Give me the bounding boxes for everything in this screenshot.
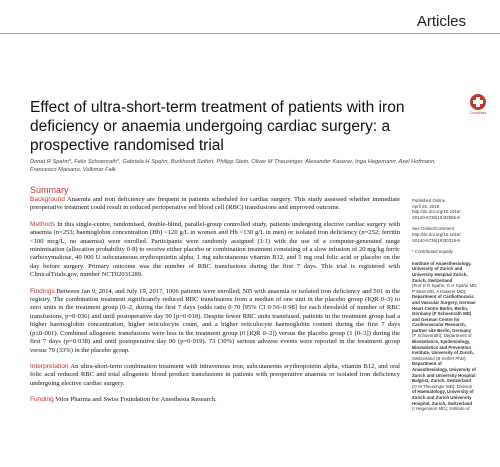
methods-text: In this single-centre, randomised, double-blind, parallel-group controlled study, patients undergoing elective cardiac surgery with anaemia (n=253; haemoglobin concentration (Hb) <120 g/L in women and Hb <130 g/L in men) or isolated iron deficiency (n=252; ferritin <100 mcg/L, no anaemia) were enrolled. Participants were randomly assigned (1:1) with the use of a computer-generated range minimisation (allocation probability 0·8) to receive either placebo or combination treatment consisting of a slow infusion of 20 mg/kg ferric carboxymaltose, 40 000 U subcutaneous erythropoietin alpha, 1 mg subcutaneous vitamin B12, and 5 mg oral folic acid or placebo on the day before surgery. Primary outcome was the number of RBC transfusions during the first 7 days. This trial is registered with ClinicalTrials.gov, number NCT02031289. (30, 220, 400, 279)
affiliation-line: Department of Cardiothoracic (412, 294, 474, 300)
affiliation-line: Department of (412, 361, 442, 367)
comment-doi-suffix[interactable]: S0140-6736(19)30319-9 (412, 237, 460, 243)
affiliations-block (412, 261, 496, 412)
affiliation-line: partner site Berlin, Germany (412, 327, 472, 333)
affiliation-line: University of Zurich and (412, 266, 463, 272)
affiliation-line: Biostatistics and Prevention (412, 344, 472, 350)
funding-label: Funding (30, 396, 54, 404)
affiliation-line: and German Centre for (412, 316, 460, 322)
article-title: Effect of ultra-short-term treatment of patients with iron deficiency or anaemia undergoing cardiac surgery: a prospective randomised trial (30, 99, 405, 154)
interpretation-label: Interpretation (30, 362, 69, 370)
affiliation-line: Germany (F Schoenrath MD) (412, 311, 472, 317)
affiliation-line: Zurich and Zurich University (412, 395, 472, 400)
author-list: Donat R Spahn*, Felix Schoenrath*, Gabriela H Spahn, Burkhardt Seifert, Philipp Stein, Oliver M Theusinger, Alexander Kaserer, Inga Hegemann, Axel Hofmann, Francesco Maisano, Volkmar Falk (30, 159, 436, 174)
affiliation-line: Zurich and University Hospital (412, 372, 476, 378)
funding-text: Vifor Pharma and Swiss Foundation for Anesthesia Research. (53, 396, 217, 404)
crossmark-label: CrossMark (469, 111, 487, 115)
funding-paragraph (30, 396, 400, 404)
summary-heading: Summary (30, 185, 69, 195)
published-online-block (412, 198, 496, 220)
comment-label: See Online/Comment (412, 226, 454, 232)
methods-paragraph (30, 221, 400, 280)
background-paragraph (30, 196, 400, 213)
affiliation-line: (O M Theusinger MD); Division (412, 383, 473, 389)
affiliation-line: Zurich, Switzerland (412, 277, 453, 283)
summary-body (30, 196, 400, 413)
published-date: April 25, 2019 (412, 203, 440, 209)
findings-label: Findings (30, 287, 55, 295)
contributed-text: * Contributed equally (412, 249, 453, 255)
affiliation-line: Institute, University of Zurich, (412, 350, 474, 356)
comment-doi-link[interactable]: http://dx.doi.org/10.1016/ (412, 231, 461, 237)
affiliation-line: Balgrist, Zurich, Switzerland (412, 378, 472, 384)
affiliation-line: Institute of Anaesthesiology, (412, 260, 472, 266)
affiliation-line: (Prof D R Spahn, G H Spahn MD, (412, 283, 478, 289)
background-text: Anaemia and iron deficiency are frequent in patients scheduled for cardiac surgery. This study assessed whether immediate preoperative treatment could result in reduced perioperative red blood cell (RBC) transfusions and improved outcome. (30, 196, 400, 212)
interpretation-text: An ultra-short-term combination treatment with intravenous iron, subcutaneous erythropoietin alpha, vitamin B12, and oral folic acid reduced RBC and total allogeneic blood product transfusions in patients with preoperative anaemia or isolated iron deficiency undergoing elective cardiac surgery. (30, 362, 400, 387)
methods-label: Methods (30, 220, 56, 228)
affiliation-line: (F Schoenrath); Department of (412, 333, 472, 339)
sidebar-notes (412, 198, 496, 418)
header-rule (0, 33, 500, 34)
published-label: Published Online (412, 198, 446, 203)
affiliation-line: Anaesthesiology, University of (412, 367, 476, 373)
journal-header (0, 0, 500, 50)
affiliation-line: of Haematology, University of (412, 389, 474, 395)
interpretation-paragraph (30, 363, 400, 388)
published-doi-link[interactable]: http://dx.doi.org/10.1016/ (412, 209, 461, 215)
crossmark-bar-horizontal (473, 100, 483, 104)
crossmark-icon[interactable] (468, 94, 488, 118)
findings-paragraph (30, 288, 400, 355)
affiliation-line: Heart Centre Berlin, Berlin, (412, 305, 469, 311)
affiliation-line: (I Hegemann MD); Institute of (412, 406, 470, 412)
affiliation-line: P Stein MD, A Kaserer MD); (412, 288, 467, 294)
affiliation-line: Hospital, Zurich, Switzerland (412, 400, 473, 406)
comment-block (412, 226, 496, 243)
affiliation-line: Cardiovascular Research, (412, 322, 466, 328)
affiliation-line: Biostatistics, Epidemiology, (412, 339, 471, 345)
affiliation-line: Switzerland (B Seifert PhD); (412, 355, 467, 361)
background-label: Background (30, 196, 65, 203)
section-label: Articles (416, 13, 466, 30)
findings-text: Between Jan 9, 2014, and July 19, 2017, 1006 patients were enrolled; 505 with anaemia or isolated iron deficiency and 501 in the registry. The combination treatment significantly reduced RBC transfusions from a median of one unit in the placebo group (IQR 0–3) to zero units in the treatment group (0–2, during the first 7 days (odds ratio 0·70 [95% CI 0·50–0·98] for each threshold of number of RBC transfusions, p=0·036) and until postoperative day 90 (p=0·018). Despite fewer RBC units transfused, patients in the treatment group had a higher haemoglobin concentration, higher reticulocyte count, and a higher reticulocyte haemoglobin content during the first 7 days (p≤0·001). Combined allogeneic transfusions were less in the treatment group (0 [IQR 0–2]) versus the placebo group (1 [0–3]) during the first 7 days (p=0·038) and until postoperative day 90 (p=0·019). 73 (30%) serious adverse events were reported in the treatment group versus 79 (33%) in the placebo group. (30, 287, 400, 354)
published-doi-suffix[interactable]: S0140-6736(18)32555-8 (412, 214, 460, 220)
affiliation-line: and Vascular Surgery, German (412, 299, 476, 305)
affiliation-line: University Hospital Zurich, (412, 271, 468, 277)
contributed-note (412, 249, 496, 255)
